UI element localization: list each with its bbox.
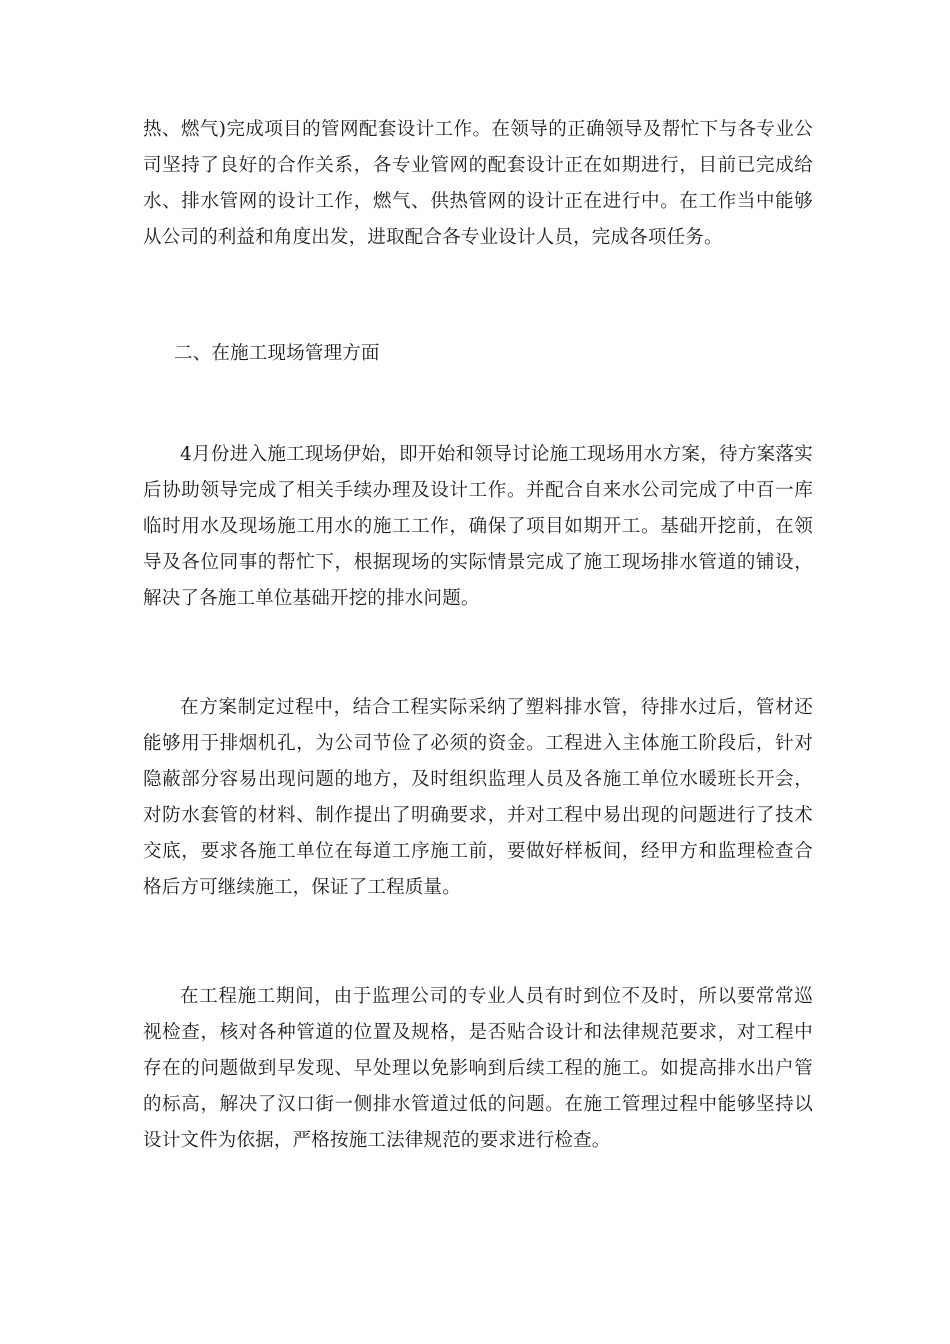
paragraph-continuation: 热、燃气)完成项目的管网配套设计工作。在领导的正确领导及帮忙下与各专业公司坚持了良好的合作关系，各专业管网的配套设计正在如期进行，目前已完成给水、排水管网的设计工作，燃气、供热管网的设计正在进行中。在工作当中能够从公司的利益和角度出发，进取配合各专业设计人员，完成各项任务。: [143, 119, 813, 248]
paragraph-drainage-pipe: 在方案制定过程中，结合工程实际采纳了塑料排水管，待排水过后，管材还能够用于排烟机孔，为公司节俭了必须的资金。工程进入主体施工阶段后，针对隐蔽部分容易出现问题的地方，及时组织监理人员及各施工单位水暖班长开会，对防水套管的材料、制作提出了明确要求，并对工程中易出现的问题进行了技术交底，要求各施工单位在每道工序施工前，要做好样板间，经甲方和监理检查合格后方可继续施工，保证了工程质量。: [143, 697, 813, 898]
section-heading: 二、在施工现场管理方面: [174, 343, 380, 364]
paragraph-water-plan: 4月份进入施工现场伊始，即开始和领导讨论施工现场用水方案，待方案落实后协助领导完成了相关手续办理及设计工作。并配合自来水公司完成了中百一库临时用水及现场施工用水的施工工作，确保了项目如期开工。基础开挖前，在领导及各位同事的帮忙下，根据现场的实际情景完成了施工现场排水管道的铺设，解决了各施工单位基础开挖的排水问题。: [143, 444, 813, 609]
paragraph-inspection: 在工程施工期间，由于监理公司的专业人员有时到位不及时，所以要常常巡视检查，核对各种管道的位置及规格，是否贴合设计和法律规范要求，对工程中存在的问题做到早发现、早处理以免影响到后续工程的施工。如提高排水出户管的标高，解决了汉口街一侧排水管道过低的问题。在施工管理过程中能够坚持以设计文件为依据，严格按施工法律规范的要求进行检查。: [143, 986, 813, 1151]
